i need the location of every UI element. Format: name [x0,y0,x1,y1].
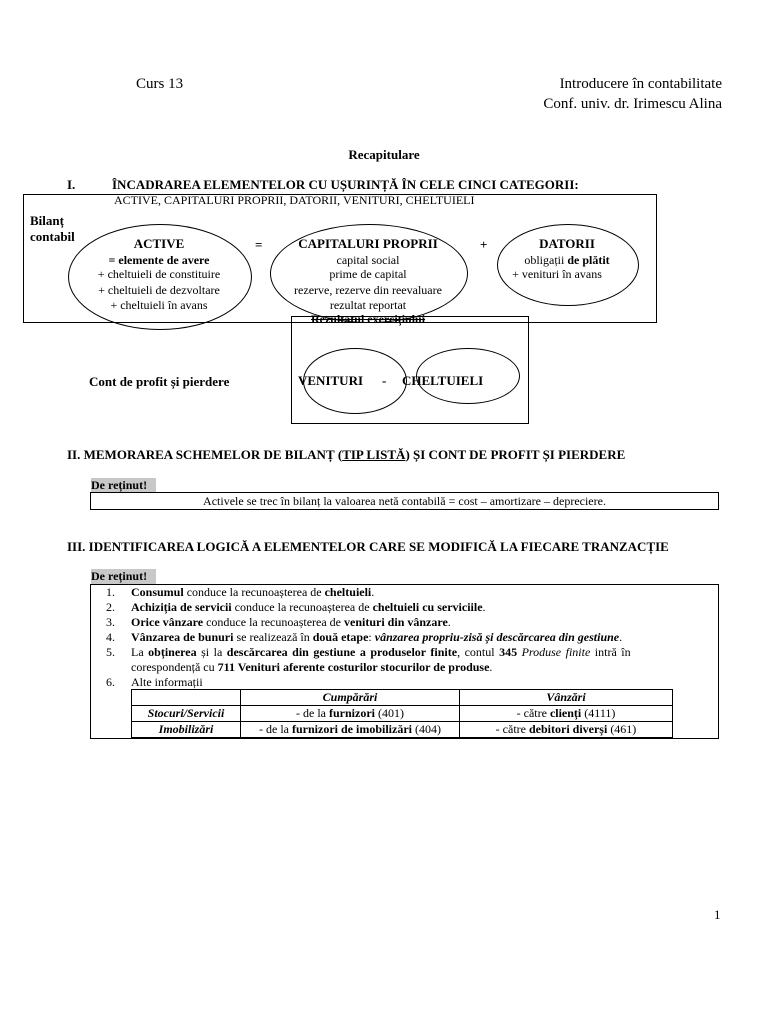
item-bold: cheltuieli cu serviciile [372,600,483,614]
item-text: conduce la recunoașterea de [231,600,373,614]
plus-sign: + [480,237,488,252]
equity-title: CAPITALURI PROPRII [298,236,438,251]
table-header-empty [132,690,241,706]
table-header-row [132,690,673,706]
item-bold: descărcarea din gestiune a produselor finite [226,645,458,659]
cell-bold: furnizori [328,706,375,720]
cell-bold: debitori diverși [528,722,608,736]
cell-bold: clienți [549,706,582,720]
item-text: se realizează în [233,630,313,644]
item-bold: Vânzarea de bunuri [131,630,234,644]
item-number: 2. [106,600,115,614]
item-text: , contul [457,645,500,659]
item-text: intră în [590,645,631,659]
list-item [106,630,115,645]
table-cell [460,722,673,738]
item-text: La [131,645,149,659]
table-header-sales: Vânzări [460,690,673,706]
table-row-label: Stocuri/Servicii [132,706,241,722]
page-number: 1 [714,907,721,922]
balance-label-1: Bilanț [30,213,64,228]
item-number: 5. [106,645,115,659]
item-number: 1. [106,585,115,599]
item-number: 6. [106,675,115,689]
item-bold: Achiziția de servicii [131,600,232,614]
cell-bold: furnizori de imobilizări [292,722,412,736]
equals-sign: = [255,237,263,252]
cell-text: - către [495,722,529,736]
cell-text: - către [516,706,550,720]
liabilities-line-2: + venituri în avans [512,267,602,281]
section-2-heading-b: ) ȘI CONT DE PROFIT ȘI PIERDERE [405,447,626,462]
page-title: Recapitulare [348,147,420,162]
item-text: și la [196,645,227,659]
section-3-note-label: De reținut! [91,569,156,584]
item-text: . [447,615,451,629]
liabilities-title: DATORII [539,236,595,251]
equity-line-1: capital social [336,253,400,267]
cell-text: (4111) [581,706,616,720]
cell-text: (404) [411,722,441,736]
list-item-text [131,615,451,630]
list-item [106,615,115,630]
liabilities-line-1a: obligații [524,253,568,267]
table-row [132,722,673,738]
revenues-label: VENITURI [298,373,364,388]
section-1-number: I. [67,177,76,192]
item-bold: două etape [312,630,369,644]
section-2-heading-link[interactable]: TIP LISTĂ [342,447,406,462]
profit-loss-label: Cont de profit și pierdere [89,374,230,389]
list-item-text [131,630,622,645]
section-2-heading [67,447,625,463]
item-bold: obținerea [148,645,197,659]
item-bold: Consumul [131,585,184,599]
table-cell [460,706,673,722]
active-line-2: + cheltuieli de constituire [97,267,221,281]
minus-sign: - [382,373,387,388]
list-item-text: Alte informații [131,675,203,689]
section-3-heading: III. IDENTIFICAREA LOGICĂ A ELEMENTELOR CARE SE MODIFICĂ LA FIECARE TRANZACȚIE [67,539,669,554]
balance-label-2: contabil [30,229,75,244]
section-2-heading-a: II. MEMORAREA SCHEMELOR DE BILANȚ ( [67,447,343,462]
item-text: . [371,585,375,599]
course-label: Curs 13 [136,76,184,92]
item-text: corespondență cu [131,660,218,674]
table-row-label: Imobilizări [132,722,241,738]
item-text: . [482,600,486,614]
liabilities-line-1b: de plătit [567,253,610,267]
active-title: ACTIVE [133,236,185,251]
equity-line-5: Rezultatul exercițiului [310,312,426,326]
item-bold: venituri din vânzare [344,615,448,629]
active-line-4: + cheltuieli în avans [110,298,208,312]
list-item [106,600,115,615]
section-2-note-label: De reținut! [91,478,156,493]
list-item [106,645,115,660]
author-label: Conf. univ. dr. Irimescu Alina [543,96,722,112]
item-text: . [489,660,493,674]
cell-text: - de la [259,722,292,736]
cell-text: - de la [296,706,329,720]
item-bold: Orice vânzare [131,615,204,629]
item-number: 4. [106,630,115,644]
item-text: . [619,630,623,644]
item-text: conduce la recunoașterea de [203,615,345,629]
equity-line-2: prime de capital [329,267,407,281]
list-item [106,585,115,600]
cell-text: (401) [374,706,404,720]
list-item-text [131,645,631,660]
info-table [131,689,673,738]
section-1-subheading: ACTIVE, CAPITALURI PROPRII, DATORII, VENITURI, CHELTUIELI [114,193,475,207]
list-item-text [131,585,374,600]
active-line-1: = elemente de avere [108,253,210,267]
cell-text: (461) [607,722,637,736]
item-bold: 345 [499,645,518,659]
item-number: 3. [106,615,115,629]
liabilities-line-1 [497,253,637,268]
list-item-text [131,600,486,615]
item-italic: Produse finite [517,645,591,659]
item-bold-italic: vânzarea propriu-zisă și descărcarea din gestiune [374,630,620,644]
subject-label: Introducere în contabilitate [559,76,722,92]
item-bold: 711 Venituri aferente costurilor stocurilor de produse [217,660,490,674]
expenses-label: CHELTUIELI [402,373,484,388]
item-text: conduce la recunoașterea de [183,585,325,599]
active-line-3: + cheltuieli de dezvoltare [98,283,220,297]
item-bold: cheltuieli [324,585,372,599]
section-1-heading: ÎNCADRAREA ELEMENTELOR CU UȘURINȚĂ ÎN CELE CINCI CATEGORII: [112,177,579,192]
list-item-text [131,660,492,675]
item-text: : [368,630,375,644]
table-cell [241,706,460,722]
equity-line-3: rezerve, rezerve din reevaluare [294,283,442,297]
table-row [132,706,673,722]
table-header-purchases: Cumpărări [241,690,460,706]
table-cell [241,722,460,738]
list-item [106,675,115,690]
equity-line-4: rezultat reportat [329,298,407,312]
section-2-note: Activele se trec în bilanț la valoarea netă contabilă = cost – amortizare – depreciere. [90,492,719,510]
